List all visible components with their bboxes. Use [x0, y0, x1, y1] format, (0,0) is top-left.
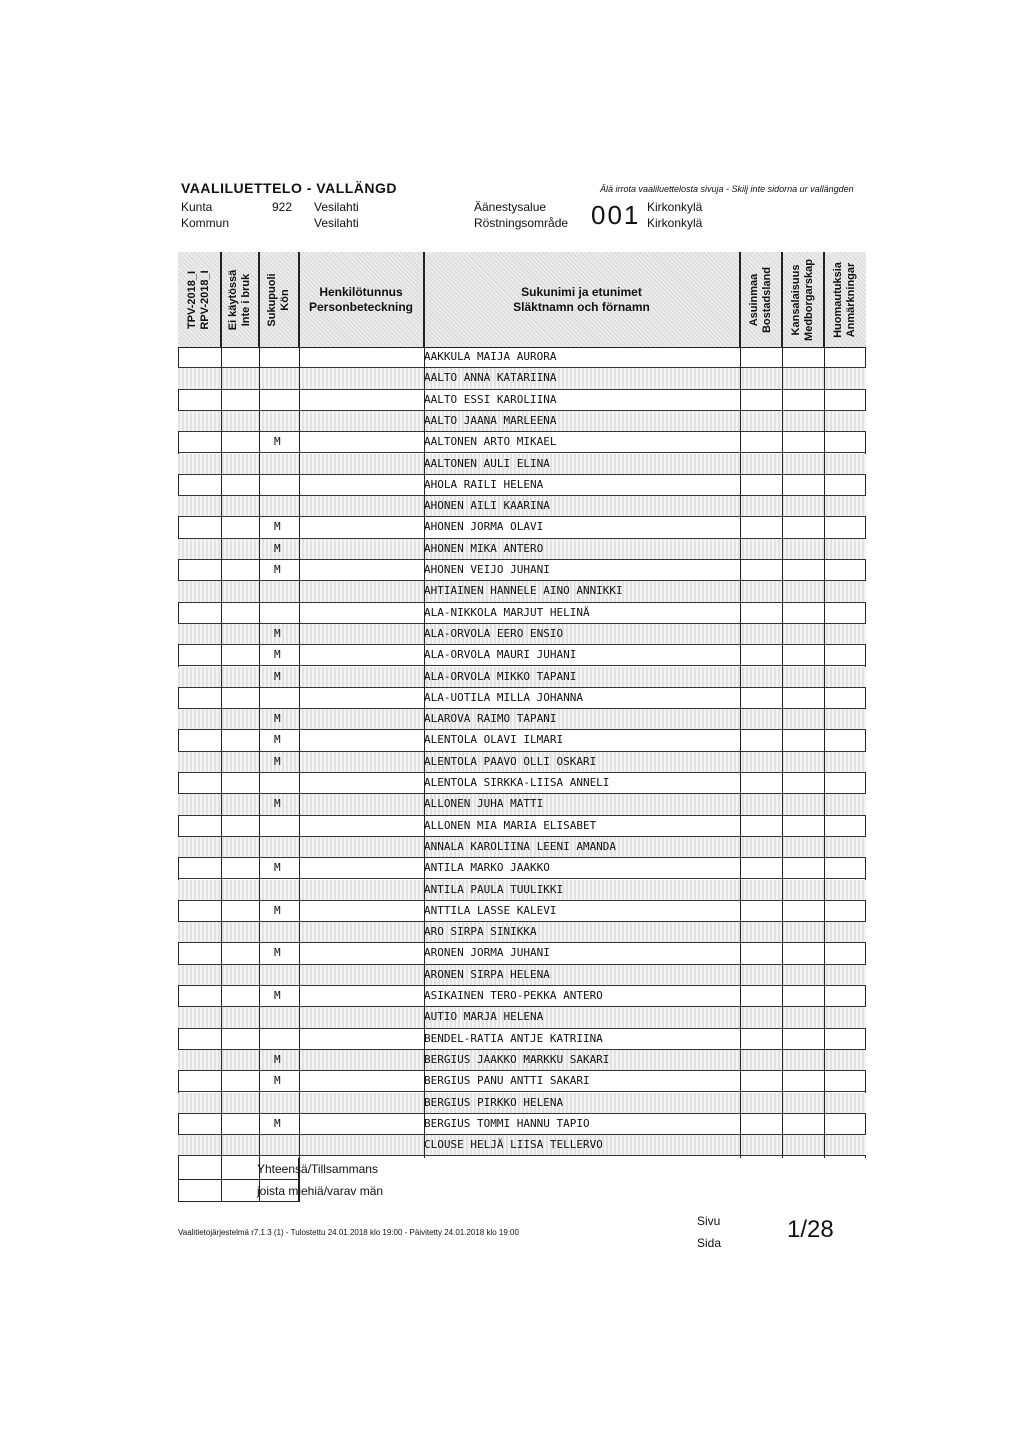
- row-name: AHOLA RAILI HELENA: [424, 477, 544, 491]
- col-header-country: [740, 252, 782, 347]
- table-row: [178, 432, 866, 453]
- col-medborgarskap: Medborgarskap: [802, 258, 815, 341]
- col-kon: Kön: [278, 288, 291, 311]
- total-label: Yhteensä/Tillsammans: [257, 1162, 378, 1176]
- kunta-code: 922: [272, 200, 293, 214]
- kunta-name-sv: Vesilahti: [314, 216, 359, 230]
- table-row: [178, 667, 866, 688]
- table-row: [178, 1114, 866, 1135]
- row-sex: M: [274, 1116, 281, 1130]
- col-kansalaisuus: Kansalaisuus: [789, 264, 802, 335]
- row-name: AHONEN AILI KAARINA: [424, 499, 550, 513]
- row-name: BERGIUS JAAKKO MARKKU SAKARI: [424, 1052, 610, 1066]
- col-personbeteckning: Personbeteckning: [308, 299, 414, 314]
- row-name: ARO SIRPA SINIKKA: [424, 925, 537, 939]
- page-number: 1/28: [787, 1216, 834, 1243]
- row-name: AALTONEN ARTO MIKAEL: [424, 435, 557, 449]
- col-header-notes: [824, 252, 866, 347]
- row-name: ALLONEN MIA MARIA ELISABET: [424, 818, 597, 832]
- row-name: ALA-ORVOLA MAURI JUHANI: [424, 648, 577, 662]
- row-name: AALTO JAANA MARLEENA: [424, 413, 557, 427]
- row-name: ALA-NIKKOLA MARJUT HELINÄ: [424, 605, 590, 619]
- col-sukunimi: Sukunimi ja etunimet: [521, 284, 642, 299]
- col-header-sex: [259, 252, 299, 347]
- col-header-id: [299, 252, 424, 347]
- row-sex: M: [274, 989, 281, 1002]
- row-sex: M: [274, 435, 281, 449]
- table-row: [178, 688, 866, 709]
- row-name: AHONEN JORMA OLAVI: [424, 520, 544, 534]
- table-row: [178, 965, 866, 986]
- row-sex: M: [274, 733, 281, 747]
- table-row: [178, 752, 866, 773]
- table-row: [178, 581, 866, 602]
- table-row: [178, 1007, 866, 1028]
- table-row: [178, 1135, 866, 1156]
- table-row: [178, 773, 866, 794]
- row-name: AALTO ANNA KATARIINA: [424, 371, 557, 385]
- row-name: ASIKAINEN TERO-PEKKA ANTERO: [424, 989, 603, 1002]
- row-name: ALLONEN JUHA MATTI: [424, 797, 544, 811]
- row-name: ALAROVA RAIMO TAPANI: [424, 712, 557, 726]
- row-sex: M: [274, 946, 281, 960]
- table-row: [178, 858, 866, 879]
- row-name: CLOUSE HELJÄ LIISA TELLERVO: [424, 1138, 603, 1152]
- table-row: [178, 901, 866, 922]
- table-row: [178, 390, 866, 411]
- table-row: [178, 645, 866, 666]
- kunta-label: Kunta: [181, 200, 213, 214]
- table-row: [178, 837, 866, 858]
- row-name: AUTIO MARJA HELENA: [424, 1010, 544, 1024]
- row-name: AAKKULA MAIJA AURORA: [424, 350, 557, 363]
- row-name: ALA-UOTILA MILLA JOHANNA: [424, 690, 583, 704]
- table-row: [178, 560, 866, 581]
- table-row: [178, 986, 866, 1007]
- row-sex: M: [274, 903, 281, 917]
- document-title: VAALILUETTELO - VALLÄNGD: [181, 180, 398, 196]
- row-sex: M: [274, 1052, 281, 1066]
- table-row: [178, 943, 866, 964]
- row-name: AHTIAINEN HANNELE AINO ANNIKKI: [424, 584, 623, 598]
- row-sex: M: [274, 563, 281, 576]
- table-row: [178, 454, 866, 475]
- row-sex: M: [274, 1074, 281, 1088]
- row-name: BERGIUS PANU ANTTI SAKARI: [424, 1074, 590, 1088]
- table-row: [178, 1050, 866, 1071]
- row-sex: M: [274, 754, 281, 768]
- row-sex: M: [274, 541, 281, 555]
- table-row: [178, 624, 866, 645]
- kunta-name-fi: Vesilahti: [314, 200, 359, 214]
- row-name: AALTO ESSI KAROLIINA: [424, 392, 557, 406]
- table-row: [178, 496, 866, 517]
- row-name: ANTILA MARKO JAAKKO: [424, 861, 550, 875]
- table-row: [178, 922, 866, 943]
- row-name: BERGIUS TOMMI HANNU TAPIO: [424, 1116, 590, 1130]
- row-name: ALA-ORVOLA EERO ENSIO: [424, 626, 564, 640]
- col-header-name: [424, 252, 740, 347]
- area-name-sv: Kirkonkylä: [647, 216, 703, 230]
- table-row: [178, 816, 866, 837]
- col-header-citizenship: [782, 252, 824, 347]
- col-header-not-in-use: [221, 252, 259, 347]
- col-ei-kaytossa: Ei käytössä: [226, 269, 239, 330]
- row-sex: M: [274, 669, 281, 683]
- col-henkilotunnus: Henkilötunnus: [319, 284, 403, 299]
- table-row: [178, 347, 866, 368]
- area-label-sv: Röstningsområde: [474, 216, 569, 230]
- row-name: ARONEN SIRPA HELENA: [424, 967, 550, 981]
- table-row: [178, 880, 866, 901]
- col-tpv: TPV-2018_I: [186, 270, 198, 329]
- table-row: [178, 794, 866, 815]
- table-row: [178, 1093, 866, 1114]
- row-name: AHONEN MIKA ANTERO: [424, 541, 544, 555]
- row-name: ARONEN JORMA JUHANI: [424, 946, 550, 960]
- col-rpv: RPV-2018_I: [199, 269, 211, 330]
- table-row: [178, 411, 866, 432]
- table-row: [178, 539, 866, 560]
- table-row: [178, 603, 866, 624]
- col-slaktnamn: Släktnamn och förnamn: [513, 299, 650, 314]
- row-sex: M: [274, 861, 281, 875]
- voter-table: [178, 252, 866, 1202]
- table-row: [178, 1071, 866, 1092]
- row-name: BERGIUS PIRKKO HELENA: [424, 1095, 564, 1109]
- kommun-label: Kommun: [181, 216, 230, 230]
- table-row: [178, 368, 866, 389]
- row-name: ANNALA KAROLIINA LEENI AMANDA: [424, 839, 617, 853]
- footer-system-line: Vaalitietojärjestelmä r7.1.3 (1) - Tulostettu 24.01.2018 klo 19:00 - Päivitetty 24.01.2018 klo 19:00: [178, 1228, 519, 1237]
- row-name: ANTILA PAULA TUULIKKI: [424, 882, 564, 896]
- row-sex: M: [274, 626, 281, 640]
- row-name: AALTONEN AULI ELINA: [424, 456, 550, 470]
- table-row: [178, 517, 866, 538]
- col-inte-i-bruk: Inte i bruk: [239, 273, 252, 326]
- area-code: 001: [591, 200, 641, 230]
- row-name: ALENTOLA OLAVI ILMARI: [424, 733, 564, 747]
- row-sex: M: [274, 648, 281, 662]
- row-name: AHONEN VEIJO JUHANI: [424, 563, 550, 576]
- area-label-fi: Äänestysalue: [474, 200, 547, 214]
- men-label: joista miehiä/varav män: [257, 1184, 384, 1198]
- footer-sida: Sida: [697, 1236, 722, 1250]
- area-name-fi: Kirkonkylä: [647, 200, 703, 214]
- footer-sivu: Sivu: [697, 1214, 721, 1228]
- row-sex: M: [274, 712, 281, 726]
- table-row: [178, 730, 866, 751]
- col-anmarkningar: Anmärkningar: [845, 262, 857, 337]
- table-row: [178, 1029, 866, 1050]
- row-sex: M: [274, 520, 281, 534]
- row-name: ANTTILA LASSE KALEVI: [424, 903, 557, 917]
- col-huomautuksia: Huomautuksia: [832, 261, 844, 338]
- table-row: [178, 475, 866, 496]
- col-asuinmaa: Asuinmaa: [747, 273, 760, 326]
- row-sex: M: [274, 797, 281, 811]
- col-header-tpv-rpv: [178, 252, 221, 347]
- row-name: ALA-ORVOLA MIKKO TAPANI: [424, 669, 577, 683]
- row-name: ALENTOLA PAAVO OLLI OSKARI: [424, 754, 597, 768]
- table-row: [178, 709, 866, 730]
- row-name: ALENTOLA SIRKKA-LIISA ANNELI: [424, 776, 610, 789]
- col-bostadsland: Bostadsland: [760, 266, 773, 333]
- row-name: BENDEL-RATIA ANTJE KATRIINA: [424, 1031, 603, 1045]
- col-sukupuoli: Sukupuoli: [265, 272, 278, 327]
- notice-text: Älä irrota vaaliluettelosta sivuja - Skilj inte sidorna ur vallängden: [600, 184, 854, 194]
